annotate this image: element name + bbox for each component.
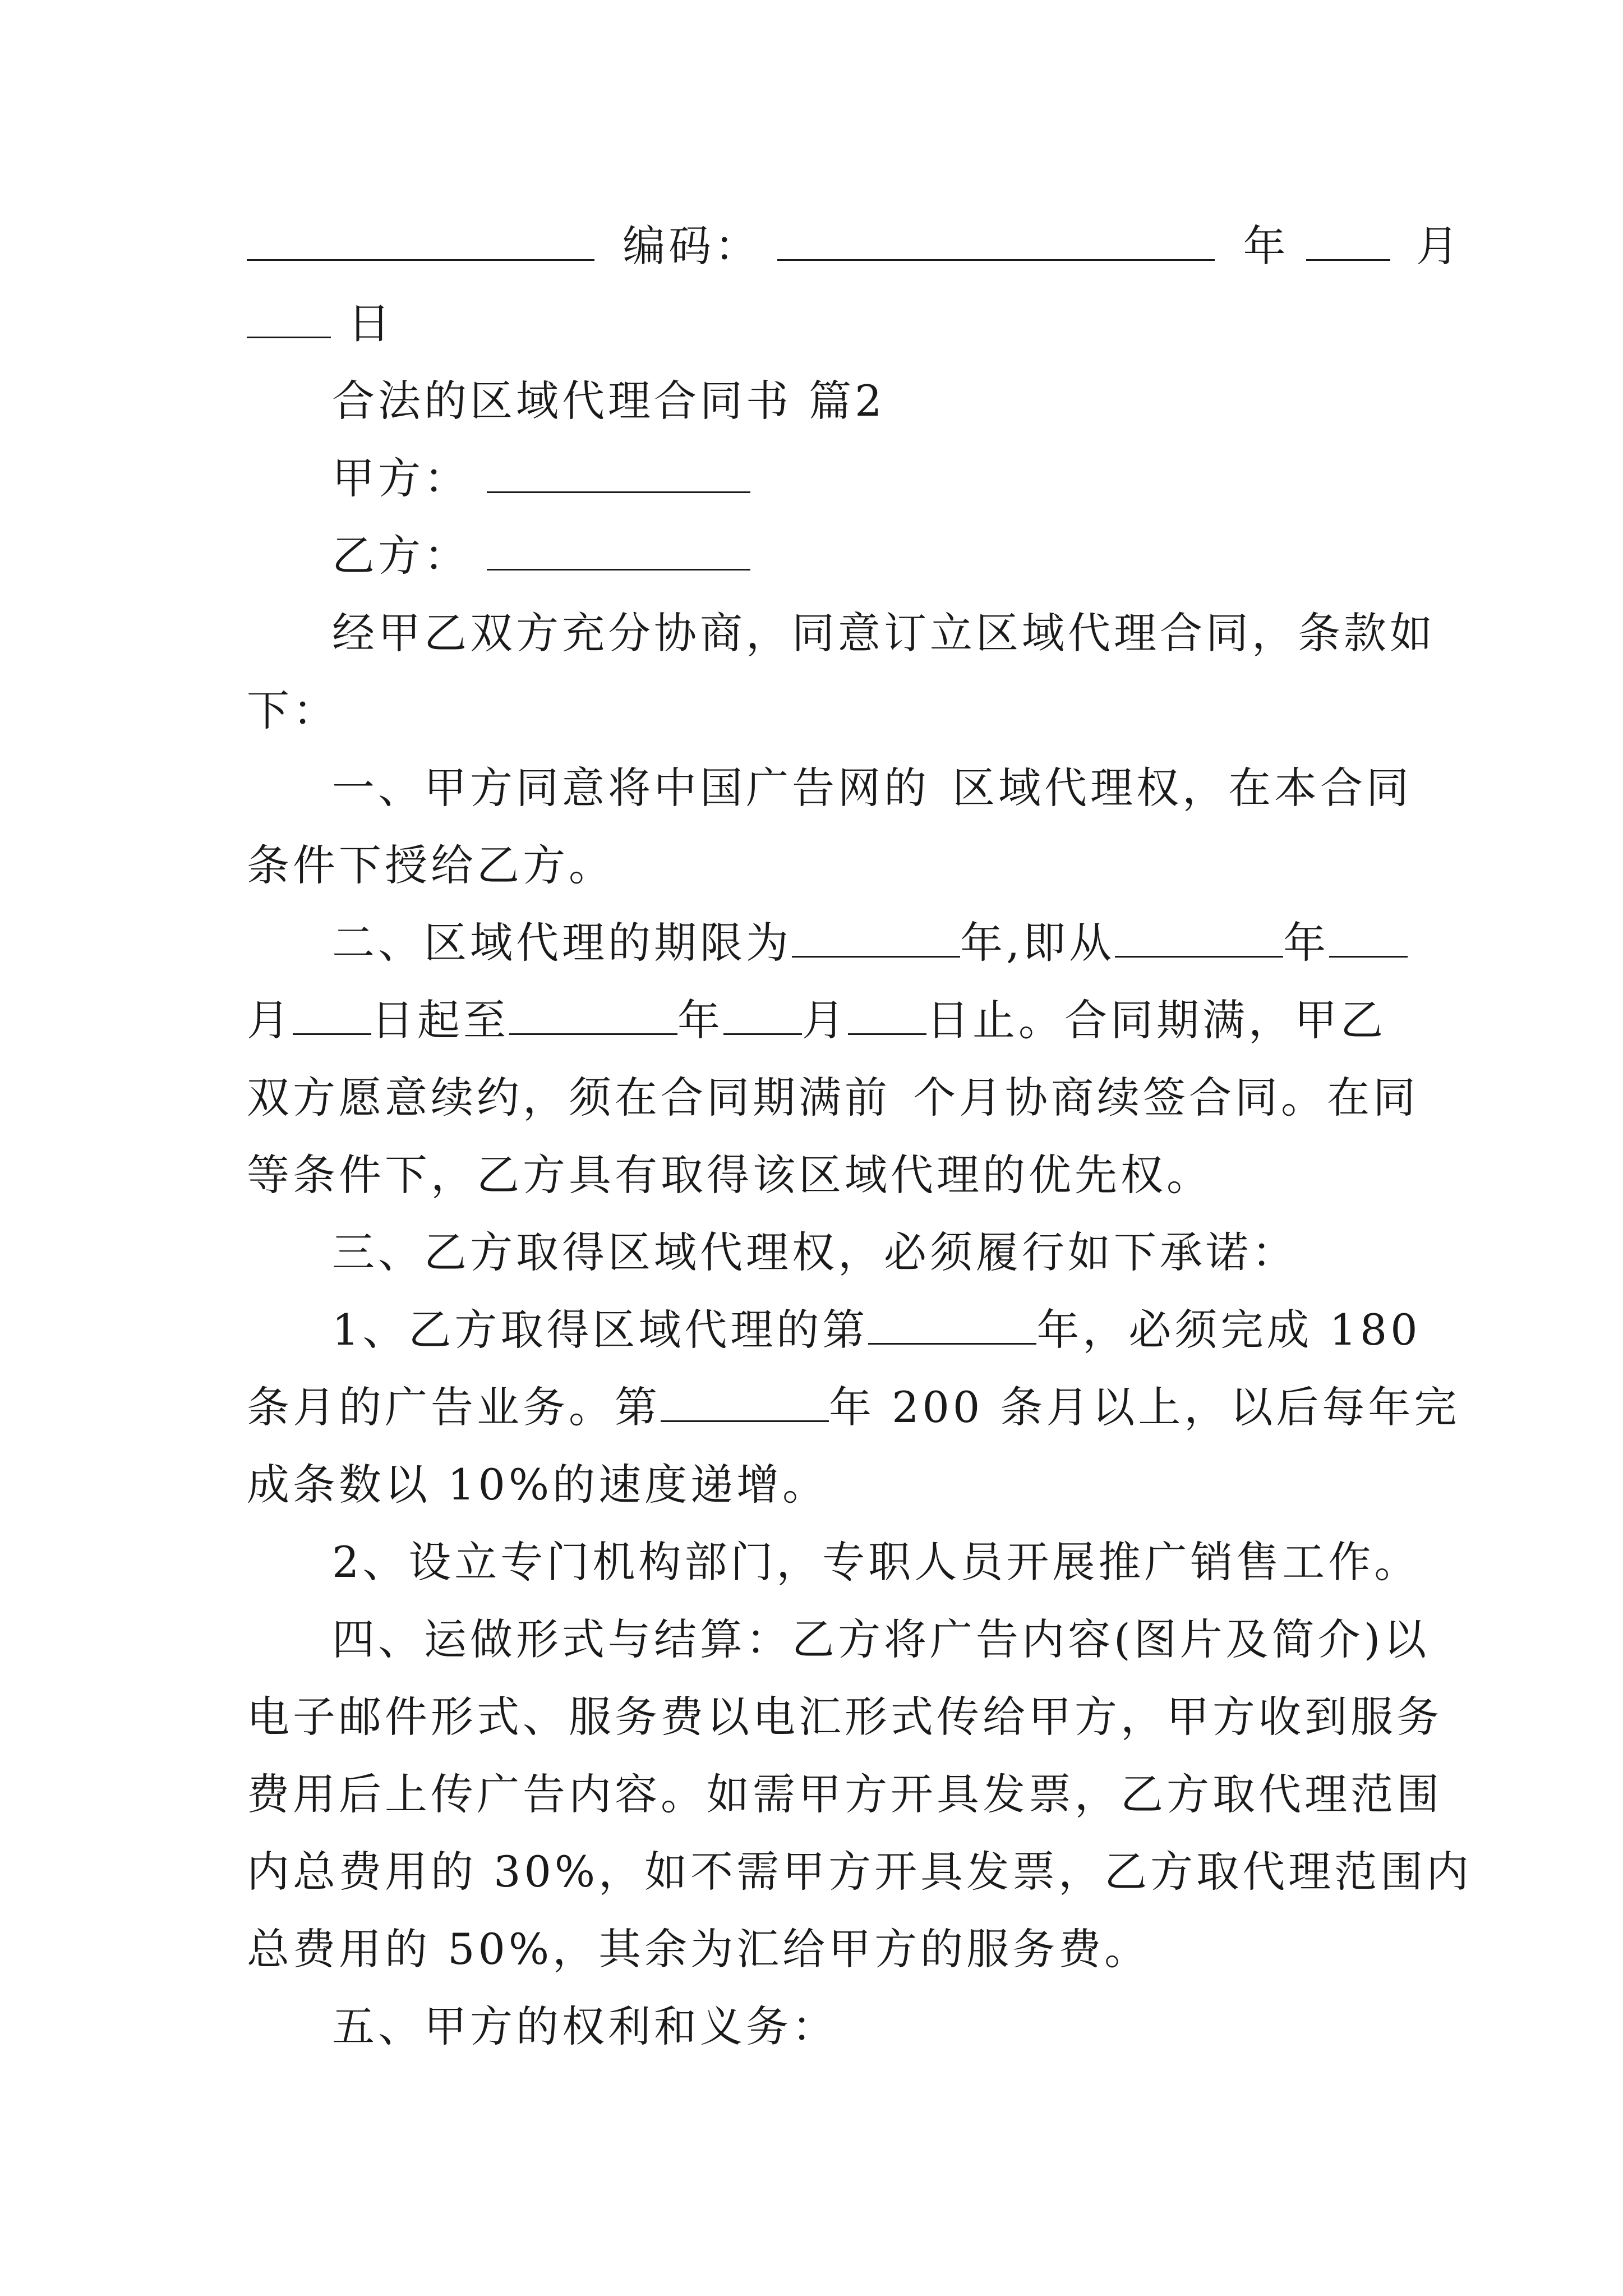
clause2-text-9b: 个月协商续签合同。在同 [913, 1073, 1419, 1122]
first-year-blank [868, 1309, 1036, 1345]
clause3-item1-text-b: 年，必须完成 180 [1036, 1305, 1421, 1355]
clause4-line-1: 四、运做形式与结算：乙方将广告内容(图片及简介)以 [332, 1614, 1430, 1664]
clause3-item1-line-1 [247, 1291, 1421, 1369]
clause2-text-6: 年 [677, 995, 723, 1045]
clause2-line-4: 等条件下，乙方具有取得该区域代理的优先权。 [247, 1150, 1212, 1200]
clause2-text-2: 年,即从 [960, 918, 1115, 968]
clause1-line-2: 条件下授给乙方。 [247, 840, 615, 890]
clause2-text-9a: 双方愿意续约，须在合同期满前 [247, 1073, 891, 1122]
document-title: 合法的区域代理合同书 篇2 [332, 376, 886, 426]
year-label: 年 [1243, 221, 1289, 271]
clause1-text-a: 一、甲方同意将中国广告网的 [332, 763, 930, 813]
clause2-text-1: 二、区域代理的期限为 [332, 918, 792, 968]
end-day-blank [848, 1000, 926, 1035]
clause2-text-3: 年 [1283, 918, 1330, 968]
month-label: 月 [1415, 221, 1462, 271]
clause2-line-3 [247, 1059, 1419, 1137]
clause2-text-4: 月 [247, 995, 293, 1045]
clause2-line-2 [247, 982, 1385, 1059]
clause3-heading: 三、乙方取得区域代理权，必须履行如下承诺： [332, 1227, 1298, 1277]
clause2-text-7: 月 [802, 995, 848, 1045]
party-b-blank [487, 535, 750, 570]
clause1-text-b: 区域代理权，在本合同 [952, 763, 1412, 813]
clause3-item2: 2、设立专门机构部门，专职人员开展推广销售工作。 [332, 1537, 1421, 1587]
clause2-text-8: 日止。合同期满，甲乙 [926, 995, 1386, 1045]
clause3-item1-line-2 [247, 1369, 1460, 1446]
code-label: 编码： [623, 221, 761, 271]
second-year-blank [661, 1387, 829, 1422]
clause2-text-5: 日起至 [371, 995, 509, 1045]
day-blank [247, 303, 331, 338]
party-a-blank [487, 458, 750, 493]
clause4-line-5: 总费用的 50%，其余为汇给甲方的服务费。 [247, 1924, 1151, 1974]
clause1-line-1 [247, 749, 1412, 827]
end-year-blank [509, 1000, 677, 1035]
clause4-line-3: 费用后上传广告内容。如需甲方开具发票，乙方取代理范围 [247, 1769, 1442, 1819]
document-body [247, 208, 1473, 2065]
clause4-line-4: 内总费用的 30%，如不需甲方开具发票，乙方取代理范围内 [247, 1847, 1473, 1897]
end-month-blank [723, 1000, 802, 1035]
intro-line-1: 经甲乙双方充分协商，同意订立区域代理合同，条款如 [332, 608, 1436, 658]
header-line [247, 208, 1462, 285]
clause3-item1-line-3: 成条数以 10%的速度递增。 [247, 1460, 829, 1510]
clause3-item1-text-d: 年 200 条月以上，以后每年完 [829, 1382, 1460, 1432]
intro-line-2: 下： [247, 685, 339, 735]
party-b-label: 乙方： [332, 531, 470, 581]
signature-blank [247, 226, 594, 261]
code-blank [777, 226, 1215, 261]
month-blank [1306, 226, 1390, 261]
party-a-line [247, 440, 1385, 517]
start-month-blank [1329, 922, 1408, 958]
day-label: 日 [348, 298, 394, 348]
clause5-heading: 五、甲方的权利和义务： [332, 2001, 838, 2051]
clause2-line-1 [247, 904, 1385, 982]
clause3-item1-text-c: 条月的广告业务。第 [247, 1382, 661, 1432]
start-year-blank [1115, 922, 1283, 958]
clause3-item1-text-a: 1、乙方取得区域代理的第 [332, 1305, 869, 1355]
party-a-label: 甲方： [332, 453, 470, 503]
term-years-blank [792, 922, 960, 958]
party-b-line [247, 517, 1385, 595]
start-day-blank [293, 1000, 371, 1035]
clause4-line-2: 电子邮件形式、服务费以电汇形式传给甲方，甲方收到服务 [247, 1692, 1442, 1742]
header-line-2 [247, 285, 1385, 362]
